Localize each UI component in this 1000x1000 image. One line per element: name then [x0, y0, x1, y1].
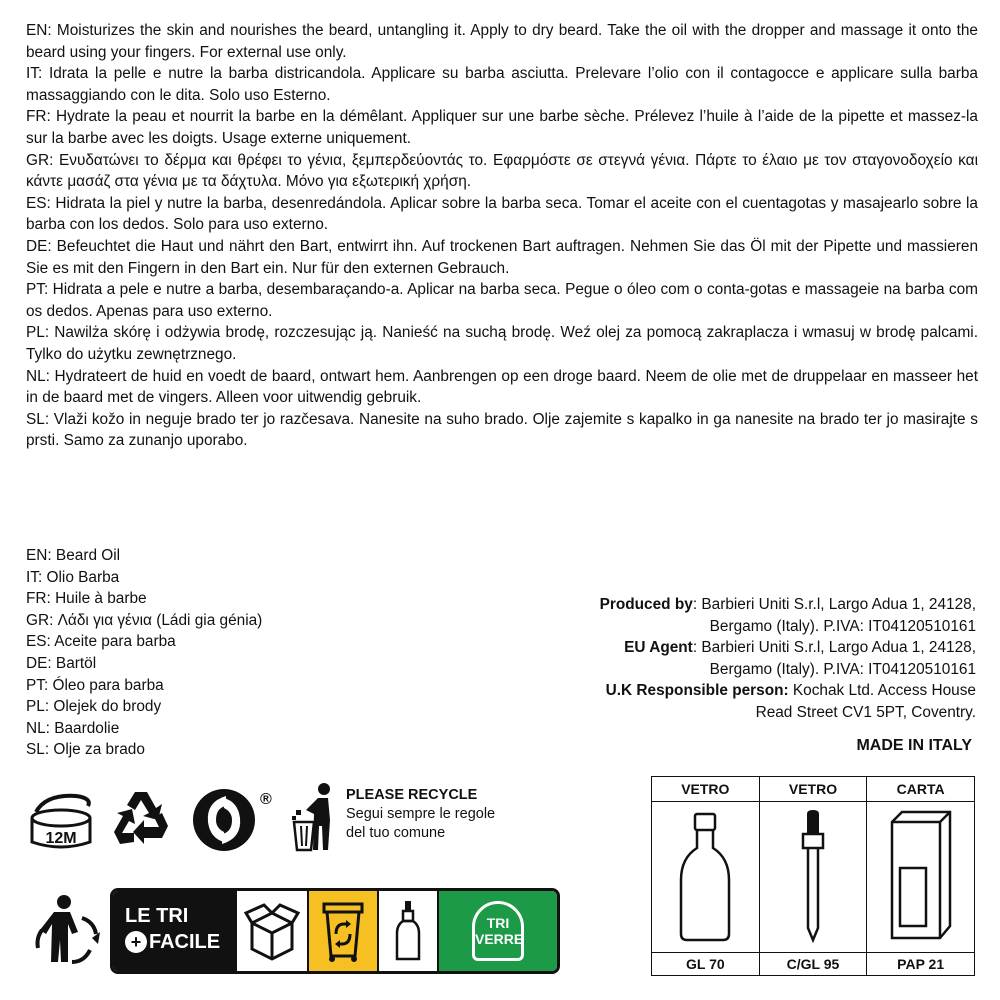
- material-header-dropper: VETRO: [759, 777, 867, 802]
- paper-box-icon: [886, 808, 956, 944]
- mobius-recycle-icon: [108, 786, 174, 852]
- material-code-dropper: C/GL 95: [759, 953, 867, 976]
- triman-icon: [30, 888, 104, 968]
- please-recycle-title: PLEASE RECYCLE: [346, 787, 478, 803]
- produced-by-address: : Barbieri Uniti S.r.l, Largo Adua 1, 24128,: [692, 596, 976, 613]
- instructions-en: EN: Moisturizes the skin and nourishes the beard, untangling it. Apply to dry beard. Take the oil with the dropper and massage it onto the beard using your fingers. For external use only.: [26, 22, 978, 61]
- tri-verre-cell: [437, 891, 557, 971]
- please-recycle-text: [346, 786, 495, 843]
- glass-dropper-icon: [793, 808, 833, 944]
- produced-by-label: Produced by: [599, 596, 693, 613]
- product-name-pt: PT: Óleo para barba: [26, 676, 164, 694]
- eu-agent-address: : Barbieri Uniti S.r.l, Largo Adua 1, 24128,: [692, 639, 976, 657]
- box-cell: [867, 802, 975, 953]
- product-name-es: ES: Aceite para barba: [26, 633, 176, 651]
- facile-label: FACILE: [149, 931, 221, 953]
- dropper-bottle-cell: [377, 891, 437, 971]
- materials-code-row: [652, 953, 975, 976]
- instructions-gr: GR: Ενυδατώνει το δέρμα και θρέφει το γένια, ξεμπερδεύοντάς το. Εφαρμόστε σε στεγνά γένια. Πάρτε το έλαιο με τον σταγονοδοχείο και κάντε μασάζ στα γένια με τα δάχτυλα. Μόνο για εξωτερική χρήση.: [26, 151, 978, 191]
- uk-responsible-label: U.K Responsible person:: [605, 682, 789, 700]
- triman-info-bar: [110, 888, 560, 974]
- product-name-gr: GR: Λάδι για γένια (Ládi gia génia): [26, 611, 263, 629]
- material-header-box: CARTA: [867, 777, 975, 802]
- tri-verre-line1: TRI: [486, 915, 510, 931]
- cardboard-box-cell: [237, 891, 307, 971]
- uk-responsible-line2: Read Street CV1 5PT, Coventry.: [755, 703, 976, 721]
- pao-jar-icon: [26, 792, 96, 852]
- product-name-it: IT: Olio Barba: [26, 568, 120, 586]
- instructions-nl: NL: Hydrateert de huid en voedt de baard, ontwart hem. Aanbrengen op een droge baard. Neem de olie met de druppelaar en masseer het in de baard met de vingers. Alleen voor uitwendig gebruik.: [26, 367, 978, 407]
- product-name-nl: NL: Baardolie: [26, 719, 120, 737]
- dropper-cell: [759, 802, 867, 953]
- bottle-cell: [652, 802, 760, 953]
- le-tri-facile-logo: [113, 891, 237, 971]
- produced-by-line1: [560, 594, 976, 616]
- glass-bottle-icon: [675, 808, 735, 944]
- yellow-bin-cell: [307, 891, 377, 971]
- eu-agent-line1: [560, 637, 976, 659]
- made-in-italy: MADE IN ITALY: [856, 737, 972, 754]
- materials-icon-row: [652, 802, 975, 953]
- instructions-pl: PL: Nawilża skórę i odżywia brodę, rozczesując ją. Nanieść na suchą brodę. Weź olej za pomocą zakraplacza i wmasuj w brodę palcami. Tylko do użytku zewnętrznego.: [26, 324, 978, 363]
- usage-instructions: [26, 20, 978, 452]
- product-name-pl: PL: Olejek do brody: [26, 698, 162, 716]
- plus-icon: +: [125, 931, 147, 953]
- dropper-bottle-icon: [393, 899, 423, 963]
- tidyman-bin-icon: [288, 780, 344, 852]
- materials-header-row: [652, 777, 975, 802]
- producer-info: [560, 594, 976, 724]
- product-name-fr: FR: Huile à barbe: [26, 590, 147, 608]
- uk-responsible-name: Kochak Ltd. Access House: [788, 682, 976, 700]
- product-name-list: [26, 545, 326, 761]
- recycle-bin-icon: [318, 898, 368, 964]
- material-code-box: PAP 21: [867, 953, 975, 976]
- eu-agent-label: EU Agent: [624, 639, 693, 657]
- instructions-pt: PT: Hidrata a pele e nutre a barba, desembaraçando-a. Aplicar na barba seca. Pegue o óleo com o conta-gotas e massageie na barba com os dedos. Apenas para uso externo.: [26, 281, 978, 320]
- instructions-it: IT: Idrata la pelle e nutre la barba districandola. Applicare su barba asciutta. Prelevare l’olio con il contagocce e applicare sulla barba massaggiando con le dita. Solo uso Esterno.: [26, 65, 978, 104]
- packaging-materials-table: [651, 776, 975, 976]
- eu-agent-line2: Bergamo (Italy). P.IVA: IT04120510161: [709, 660, 976, 678]
- facile-line: [125, 929, 237, 955]
- product-name-sl: SL: Olje za brado: [26, 741, 145, 759]
- product-name-en: EN: Beard Oil: [26, 547, 121, 564]
- cardboard-box-icon: [244, 899, 300, 963]
- produced-by-line2: Bergamo (Italy). P.IVA: IT04120510161: [709, 617, 976, 635]
- uk-responsible-line1: [560, 680, 976, 702]
- instructions-sl: SL: Vlaži kožo in neguje brado ter jo razčesava. Nanesite na suho brado. Olje zajemite s kapalko in ga nanesite na brado ter jo masirajte s prsti. Samo za zunanjo uporabo.: [26, 410, 978, 450]
- recycling-symbols: [24, 780, 534, 860]
- instructions-fr: FR: Hydrate la peau et nourrit la barbe en la démêlant. Appliquer sur une barbe sèche. Prélevez l’huile à l’aide de la pipette et massez-la sur la barbe avec les doigts. Usage externe uniquement.: [26, 108, 978, 147]
- green-dot-icon: [188, 784, 278, 856]
- material-code-bottle: GL 70: [652, 953, 760, 976]
- le-tri-line: LE TRI: [125, 905, 189, 927]
- product-name-de: DE: Bartöl: [26, 654, 97, 672]
- please-recycle-line1: Segui sempre le regole: [346, 806, 496, 822]
- pao-label: 12M: [45, 830, 77, 847]
- instructions-de: DE: Befeuchtet die Haut und nährt den Bart, entwirrt ihn. Auf trockenen Bart auftragen. Nehmen Sie das Öl mit der Pipette und massieren Sie es mit den Fingern in den Bart ein. Nur für den externen Gebrauch.: [26, 237, 978, 277]
- please-recycle-line2: del tuo comune: [346, 825, 446, 841]
- material-header-bottle: VETRO: [652, 777, 760, 802]
- tri-verre-line2: VERRE: [475, 931, 524, 947]
- registered-mark: ®: [260, 791, 272, 808]
- instructions-es: ES: Hidrata la piel y nutre la barba, desenredándola. Aplicar sobre la barba seca. Tomar el aceite con el cuentagotas y masajearlo sobre la barba con los dedos. Solo para uso externo.: [26, 194, 978, 234]
- tri-verre-badge: [472, 901, 524, 961]
